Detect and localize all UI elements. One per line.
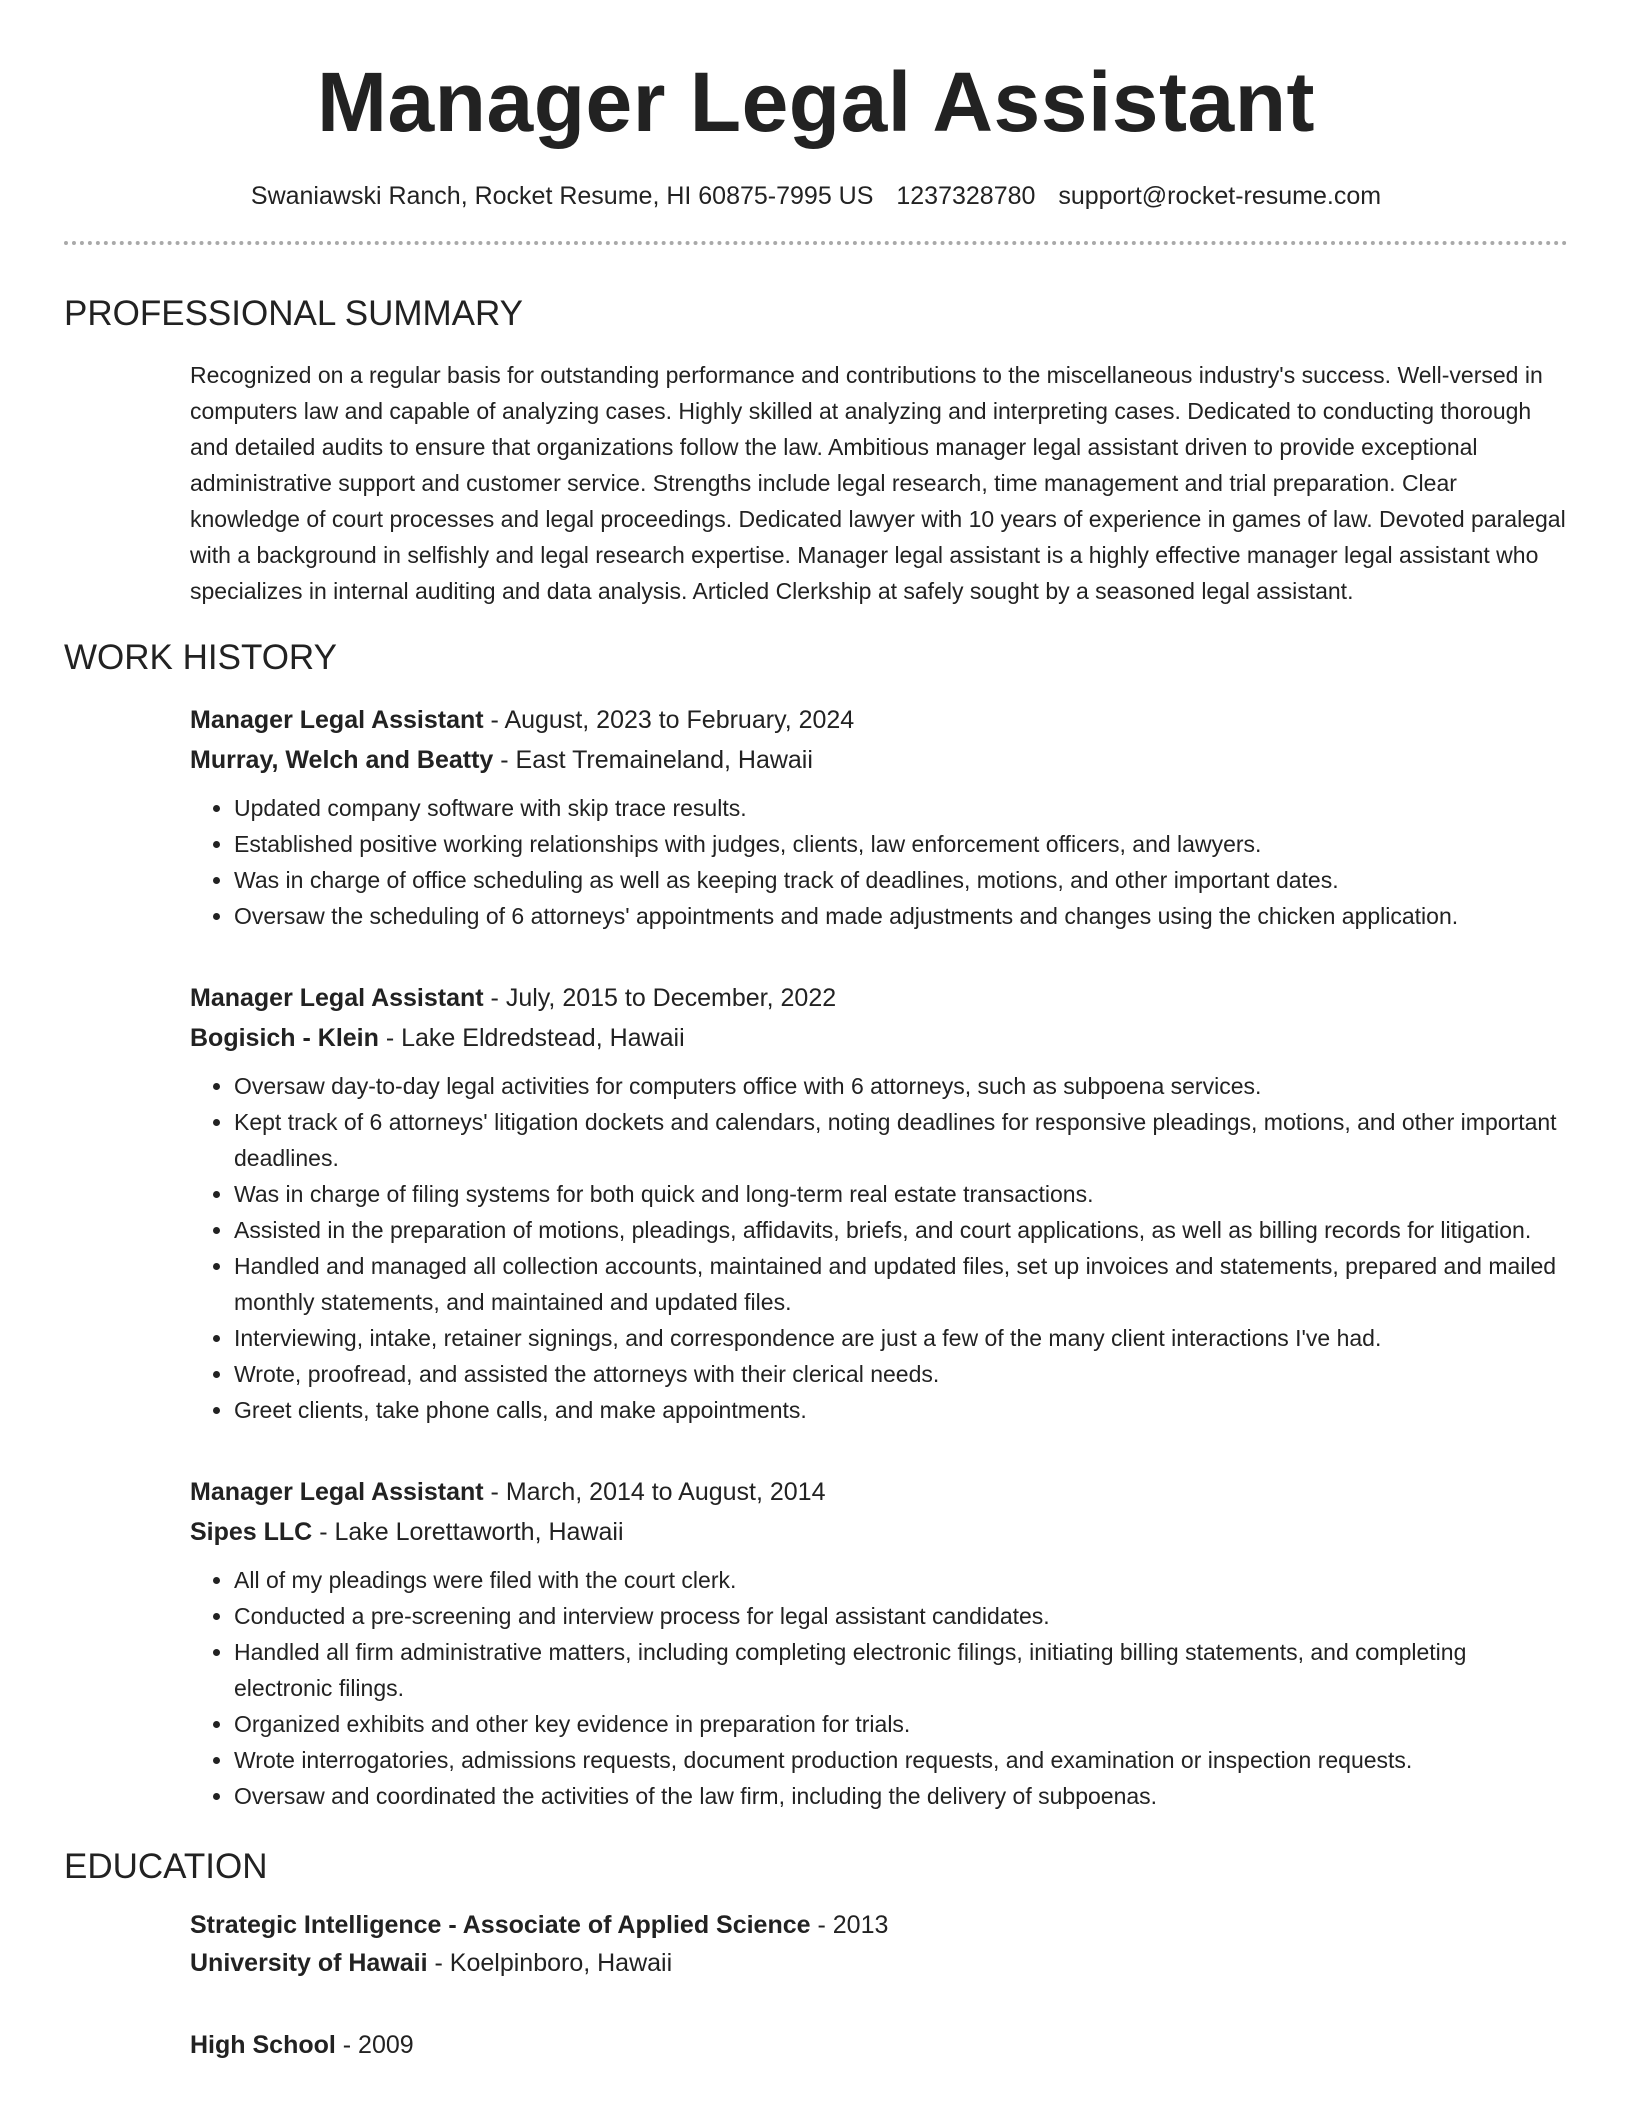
education-year: - 2009 <box>335 2031 414 2059</box>
job-entry <box>190 978 1568 1428</box>
job-bullets <box>190 1068 1568 1428</box>
job-bullets <box>190 1562 1568 1814</box>
job-title-line <box>190 700 1568 740</box>
education-school: University of Hawaii <box>190 1949 428 1977</box>
job-bullet: • Handled and managed all collection accounts, maintained and updated files, set up invoices and statements, prepared and mailed monthly statements, and maintained and updated files. <box>234 1248 1568 1320</box>
header-divider <box>64 241 1568 245</box>
job-dates: - August, 2023 to February, 2024 <box>483 706 855 734</box>
job-dates: - March, 2014 to August, 2014 <box>483 1478 826 1506</box>
education-degree: High School <box>190 2031 336 2059</box>
job-bullet: • Wrote interrogatories, admissions requests, document production requests, and examination or inspection requests. <box>234 1742 1568 1778</box>
education-location: - Koelpinboro, Hawaii <box>427 1949 673 1977</box>
job-company: Bogisich - Klein <box>190 1024 379 1052</box>
job-dates: - July, 2015 to December, 2022 <box>483 984 837 1012</box>
job-company: Murray, Welch and Beatty <box>190 746 494 774</box>
job-role: Manager Legal Assistant <box>190 706 484 734</box>
address: Swaniawski Ranch, Rocket Resume, HI 60875-7995 US <box>250 182 874 210</box>
job-bullet: • Wrote, proofread, and assisted the attorneys with their clerical needs. <box>234 1356 1568 1392</box>
education-school-line <box>190 1944 1568 1982</box>
job-company: Sipes LLC <box>190 1518 313 1546</box>
job-bullet: • Established positive working relationships with judges, clients, law enforcement officers, and lawyers. <box>234 826 1568 862</box>
job-bullet: • Updated company software with skip trace results. <box>234 790 1568 826</box>
job-bullet: • Kept track of 6 attorneys' litigation dockets and calendars, noting deadlines for responsive pleadings, motions, and other important deadlines. <box>234 1104 1568 1176</box>
job-bullet: • Was in charge of filing systems for both quick and long-term real estate transactions. <box>234 1176 1568 1212</box>
job-company-line <box>190 1018 1568 1058</box>
education-degree-line <box>190 2026 1568 2064</box>
education-degree-line <box>190 1906 1568 1944</box>
job-bullet: • Oversaw the scheduling of 6 attorneys' appointments and made adjustments and changes using the chicken application. <box>234 898 1568 934</box>
resume-name: Manager Legal Assistant <box>316 55 1315 149</box>
job-bullet: • Organized exhibits and other key evidence in preparation for trials. <box>234 1706 1568 1742</box>
job-title-line <box>190 1472 1568 1512</box>
job-bullets <box>190 790 1568 934</box>
work-history-heading: WORK HISTORY <box>64 638 337 677</box>
education-degree: Strategic Intelligence - Associate of Applied Science <box>190 1911 811 1939</box>
job-company-line <box>190 740 1568 780</box>
summary-text: Recognized on a regular basis for outstanding performance and contributions to the miscellaneous industry's success. Well-versed in computers law and capable of analyzing cases. Highly skilled at analyzing and interpreting cases. Dedicated to conducting thorough and detailed audits to ensure that organizations follow the law. Ambitious manager legal assistant driven to provide exceptional administrative support and customer service. Strengths include legal research, time management and trial preparation. Clear knowledge of court processes and legal proceedings. Dedicated lawyer with 10 years of experience in games of law. Devoted paralegal with a background in selfishly and legal research expertise. Manager legal assistant is a highly effective manager legal assistant who specializes in internal auditing and data analysis. Articled Clerkship at safely sought by a seasoned legal assistant. <box>190 362 1566 604</box>
education-entry <box>190 2026 1568 2064</box>
job-bullet: • Greet clients, take phone calls, and make appointments. <box>234 1392 1568 1428</box>
phone: 1237328780 <box>896 182 1036 210</box>
contact-line <box>64 181 1568 211</box>
job-entry <box>190 1472 1568 1814</box>
email: support@rocket-resume.com <box>1058 182 1382 210</box>
job-bullet: • Interviewing, intake, retainer signings, and correspondence are just a few of the many client interactions I've had. <box>234 1320 1568 1356</box>
job-title-line <box>190 978 1568 1018</box>
job-bullet: • Oversaw day-to-day legal activities for computers office with 6 attorneys, such as subpoena services. <box>234 1068 1568 1104</box>
education-year: - 2013 <box>810 1911 889 1939</box>
summary-heading: PROFESSIONAL SUMMARY <box>64 294 523 333</box>
job-location: - Lake Eldredstead, Hawaii <box>378 1024 685 1052</box>
job-bullet: • Was in charge of office scheduling as well as keeping track of deadlines, motions, and other important dates. <box>234 862 1568 898</box>
education-entry <box>190 1906 1568 1982</box>
job-bullet: • Handled all firm administrative matters, including completing electronic filings, initiating billing statements, and completing electronic filings. <box>234 1634 1568 1706</box>
job-role: Manager Legal Assistant <box>190 984 484 1012</box>
job-location: - Lake Lorettaworth, Hawaii <box>312 1518 624 1546</box>
job-bullet: • Oversaw and coordinated the activities of the law firm, including the delivery of subpoenas. <box>234 1778 1568 1814</box>
job-role: Manager Legal Assistant <box>190 1478 484 1506</box>
job-bullet: • All of my pleadings were filed with the court clerk. <box>234 1562 1568 1598</box>
job-entry <box>190 700 1568 934</box>
job-bullet: • Assisted in the preparation of motions, pleadings, affidavits, briefs, and court applications, as well as billing records for litigation. <box>234 1212 1568 1248</box>
job-company-line <box>190 1512 1568 1552</box>
job-location: - East Tremaineland, Hawaii <box>493 746 813 774</box>
job-bullet: • Conducted a pre-screening and interview process for legal assistant candidates. <box>234 1598 1568 1634</box>
education-heading: EDUCATION <box>64 1847 268 1886</box>
